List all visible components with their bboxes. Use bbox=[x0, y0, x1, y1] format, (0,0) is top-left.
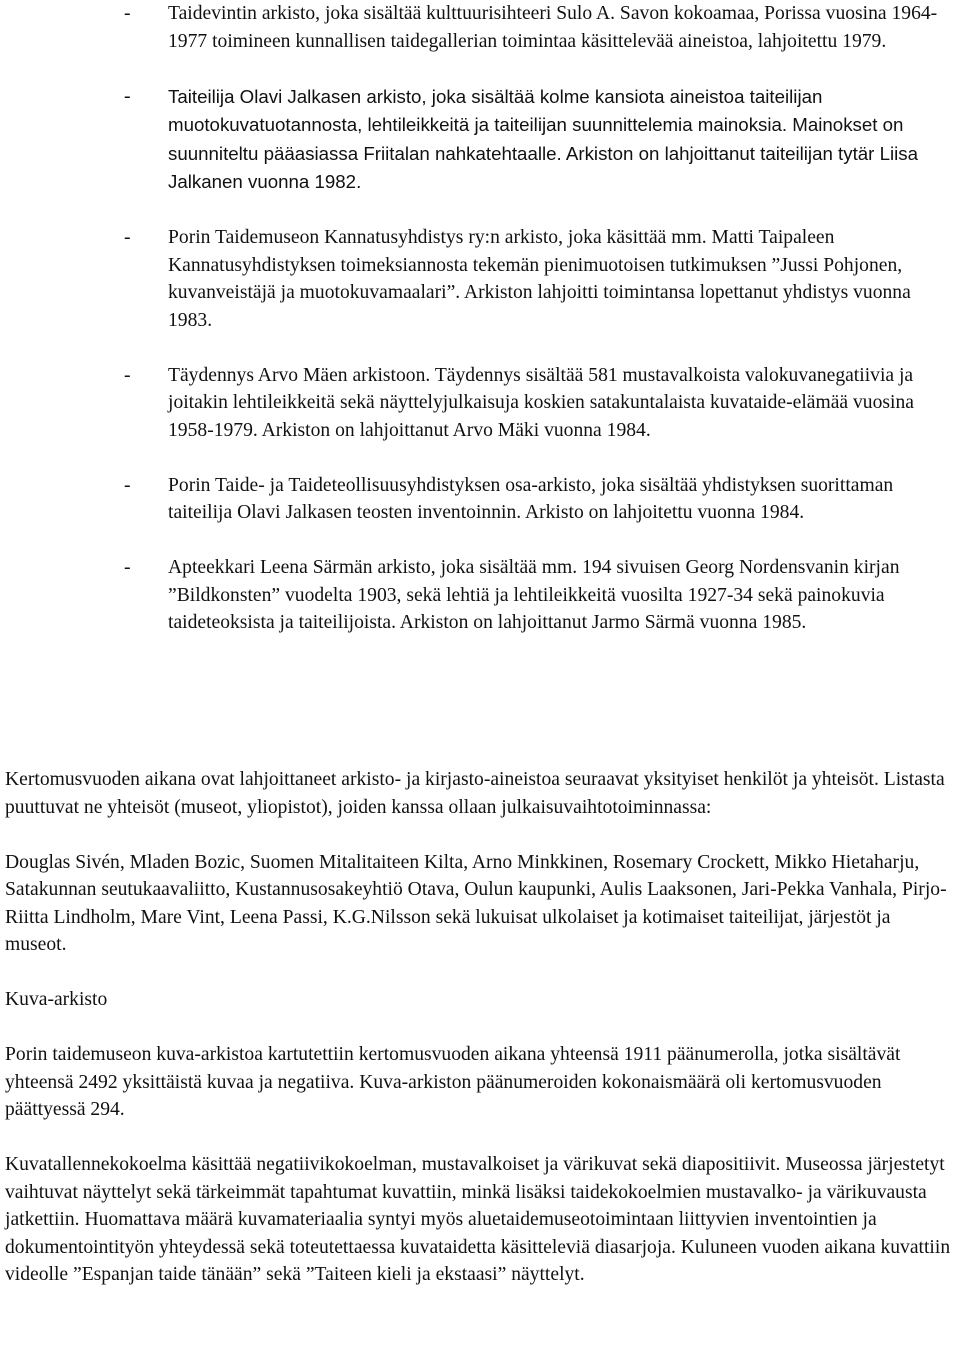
list-item-text bbox=[168, 83, 952, 197]
bullet-dash: - bbox=[124, 227, 131, 248]
bullet-dash: - bbox=[124, 3, 131, 24]
donors-list-paragraph: Douglas Sivén, Mladen Bozic, Suomen Mitalitaiteen Kilta, Arno Minkkinen, Rosemary Crockett, Mikko Hietaharju, Satakunnan seutukaavaliitto, Kustannusosakeyhtiö Otava, Oulun kaupunki, Aulis Laaksonen, Jari-Pekka Vanhala, Pirjo-Riitta Lindholm, Mare Vint, Leena Passi, K.G.Nilsson sekä lukuisat ulkolaiset ja kotimaiset taiteilijat, järjestöt ja museot. bbox=[5, 851, 947, 955]
list-item bbox=[0, 472, 960, 527]
bullet-dash: - bbox=[124, 557, 131, 578]
bullet-dash: - bbox=[124, 85, 131, 107]
bullet-dash: - bbox=[124, 364, 131, 386]
list-item bbox=[0, 224, 960, 334]
list-item-text: Porin Taide- ja Taideteollisuusyhdistyksen osa-arkisto, joka sisältää yhdistyksen suorittaman taiteilija Olavi Jalkasen teosten inventoinnin. Arkisto on lahjoitettu vuonna 1984. bbox=[168, 474, 894, 523]
photo-archive-paragraph: Porin taidemuseon kuva-arkistoa kartutettiin kertomusvuoden aikana yhteensä 1911 päänumerolla, jotka sisältävät yhteensä 2492 yksittäistä kuvaa ja negatiiva. Kuva-arkiston päänumeroiden kokonaismäärä oli kertomusvuoden päättyessä 294. bbox=[5, 1044, 901, 1120]
list-item-text-sans: Taiteilija Olavi Jalkasen arkisto, joka sisältää kolme kansiota aineistoa taiteilijan muotokuvatuotannosta, lehtileikkeitä ja taiteilijan suunnittelemia mainoksia. Mainokset on suunniteltu pääasiassa Friitalan nahkatehtaalle. bbox=[168, 85, 904, 164]
list-item-text: Taidevintin arkisto, joka sisältää kulttuurisihteeri Sulo A. Savon kokoamaa, Porissa vuosina 1964-1977 toimineen kunnallisen taidegallerian toimintaa käsittelevää aineistoa, lahjoitettu 1979. bbox=[168, 3, 938, 52]
list-item-text: Apteekkari Leena Särmän arkisto, joka sisältää mm. 194 sivuisen Georg Nordensvanin kirjan ”Bildkonsten” vuodelta 1903, sekä lehtiä ja lehtileikkeitä vuosilta 1927-34 sekä painokuvia taideteoksista ja taiteilijoista. Arkiston on lahjoittanut Jarmo Särmä vuonna 1985. bbox=[168, 557, 900, 633]
bullet-dash: - bbox=[124, 474, 131, 496]
photo-archive-paragraph-2: Kuvatallennekokoelma käsittää negatiivikokoelman, mustavalkoiset ja värikuvat sekä diapositiivit. Museossa järjestetyt vaihtuvat näyttelyt sekä tärkeimmät tapahtumat kuvattiin, minkä lisäksi taidekokoelmien mustavalko- ja värikuvausta jatkettiin. Huomattava määrä kuvamateriaalia syntyi myös aluetaidemuseotoimintaan liittyvien inventointien ja dokumentointityön yhteydessä sekä toteutettaessa kuvataidetta käsitteleviä diasarjoja. Kuluneen vuoden aikana kuvattiin videolle ”Espanjan taide tänään” sekä ”Taiteen kieli ja ekstaasi” näyttelyt. bbox=[5, 1154, 951, 1285]
section-heading: Kuva-arkisto bbox=[5, 989, 108, 1010]
list-item bbox=[0, 554, 960, 637]
list-item bbox=[0, 83, 960, 197]
list-item bbox=[0, 0, 960, 55]
list-item-text: Täydennys Arvo Mäen arkistoon. Täydennys sisältää 581 mustavalkoista valokuvanegatiivia ja joitakin lehtileikkeitä sekä näyttelyjulkaisuja koskien satakuntalaista kuvataide-elämää vuosina 1958-1979. Arkiston on lahjoittanut Arvo Mäki vuonna 1984. bbox=[168, 364, 914, 441]
list-item bbox=[0, 362, 960, 445]
body-text bbox=[5, 766, 955, 1316]
list-item-text: Porin Taidemuseon Kannatusyhdistys ry:n arkisto, joka käsittää mm. Matti Taipaleen Kannatusyhdistyksen toimeksiannosta tekemän pienimuotoisen tutkimuksen ”Jussi Pohjonen, kuvanveistäjä ja muotokuvamaalari”. Arkiston lahjoitti toimintansa lopettanut yhdistys vuonna 1983. bbox=[168, 227, 911, 331]
archive-list bbox=[0, 0, 960, 664]
list-item-text-sans-tail: Arkiston on lahjoittanut taiteilijan tytär Liisa Jalkanen vuonna 1982. bbox=[168, 142, 919, 192]
donors-intro-paragraph: Kertomusvuoden aikana ovat lahjoittaneet arkisto- ja kirjasto-aineistoa seuraavat yksityiset henkilöt ja yhteisöt. Listasta puuttuvat ne yhteisöt (museot, yliopistot), joiden kanssa ollaan julkaisuvaihtotoiminnassa: bbox=[5, 769, 945, 818]
